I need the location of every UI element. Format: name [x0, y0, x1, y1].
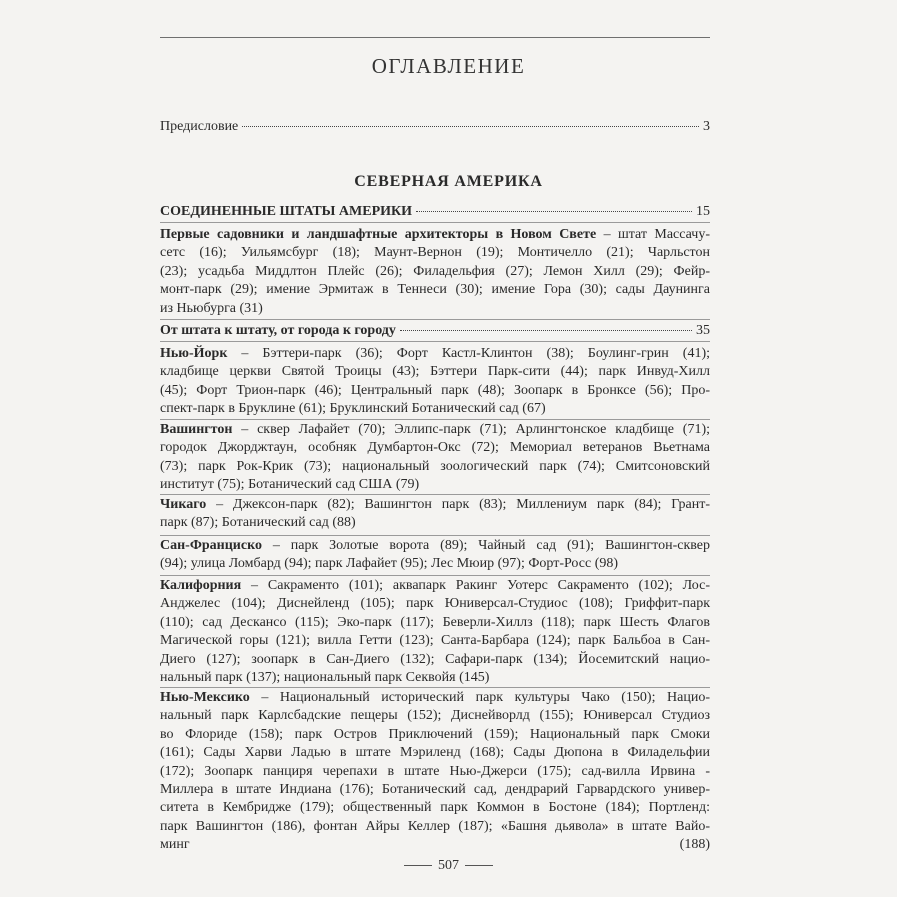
entry-text: – штат Массачу-	[596, 227, 710, 242]
toc-entry-state-to-state[interactable]	[160, 322, 710, 340]
entry-text: парк Вашингтон (186), фонтан Айры Келлер (187); «Башня дьявола» в штате Вайо-	[160, 818, 710, 834]
entry-text: (94); улица Ломбард (94); парк Лафайет (95); Лес Мюир (97); Форт-Росс (98)	[160, 556, 619, 572]
leader-dots	[416, 211, 692, 212]
page-number: 507	[438, 858, 459, 873]
separator	[160, 575, 710, 576]
footer-dash	[465, 865, 493, 866]
toc-page: 35	[696, 323, 710, 338]
leader-dots	[400, 330, 692, 331]
entry-text: во Флориде (158); парк Остров Приключений (159); Национальный парк Смоки	[160, 726, 710, 742]
entry-new-york	[160, 345, 710, 419]
toc-label: СОЕДИНЕННЫЕ ШТАТЫ АМЕРИКИ	[160, 204, 413, 219]
continent-heading: СЕВЕРНАЯ АМЕРИКА	[354, 173, 543, 190]
entry-text: (161); Сады Харви Ладью в штате Мэриленд (168); Сады Дюпона в Филадельфии	[160, 745, 710, 761]
entry-text: Анджелес (104); Диснейленд (105); парк Юниверсал-Студиос (108); Гриффит-парк	[160, 596, 710, 612]
entry-california	[160, 577, 710, 687]
entry-text: институт (75); Ботанический сад США (79)	[160, 477, 420, 493]
city-name: Нью-Йорк	[160, 346, 228, 361]
entry-text: сетс (16); Уильямсбург (18); Маунт-Вернон (19); Монтичелло (21); Чарльстон	[160, 245, 710, 261]
entry-text: ситета в Кембридже (179); общественный парк Коммон в Бостоне (184); Портленд:	[160, 800, 710, 816]
entry-text: (23); усадьба Миддлтон Плейс (26); Филадельфия (27); Лемон Хилл (29); Фейр-	[160, 263, 710, 279]
entry-text: – Национальный исторический парк культуры Чако (150); Нацио-	[249, 690, 710, 705]
separator	[160, 222, 710, 223]
entry-san-francisco	[160, 537, 710, 574]
entry-text: – парк Золотые ворота (89); Чайный сад (91); Вашингтон-сквер	[261, 538, 710, 553]
entry-text: – Бэттери-парк (36); Форт Кастл-Клинтон (38); Боулинг-грин (41);	[227, 346, 710, 361]
toc-label: Предисловие	[160, 119, 239, 134]
entry-text: монт-парк (29); имение Эрмитаж в Теннеси (30); имение Гора (30); сады Даунинга	[160, 282, 710, 298]
separator	[160, 494, 710, 495]
leader-dots	[242, 126, 699, 127]
separator	[160, 319, 710, 320]
entry-text: Миллера в штате Индиана (176); Ботанический сад, дендрарий Гарвардского универ-	[160, 782, 710, 798]
entry-text: кладбище церкви Святой Троицы (43); Бэттери Парк-сити (44); парк Инвуд-Хилл	[160, 364, 710, 380]
entry-text: (110); сад Дескансо (115); Эко-парк (117); Беверли-Хиллз (118); парк Шесть Флагов	[160, 614, 710, 630]
entry-washington	[160, 421, 710, 495]
entry-text: (73); парк Рок-Крик (73); национальный зоологический парк (74); Смитсоновский	[160, 458, 710, 474]
page-footer	[0, 858, 897, 874]
entry-text: – Сакраменто (101); аквапарк Ракинг Уотерс Сакраменто (102); Лос-	[241, 578, 710, 593]
entry-text: Магической горы (121); вилла Гетти (123); Санта-Барбара (124); парк Бальбоа в Сан-	[160, 633, 710, 649]
city-name: Нью-Мексико	[160, 690, 250, 705]
separator	[160, 341, 710, 342]
city-name: Сан-Франциско	[160, 538, 262, 553]
toc-entry-preface[interactable]	[160, 118, 710, 136]
section-first-gardeners	[160, 226, 710, 318]
top-rule	[160, 37, 710, 38]
entry-text: Диего (127); зоопарк в Сан-Диего (132); Сафари-парк (134); Йосемитский нацио-	[160, 651, 710, 667]
section-heading: Первые садовники и ландшафтные архитекторы в Новом Свете	[160, 227, 597, 242]
separator	[160, 535, 710, 536]
page-title: ОГЛАВЛЕНИЕ	[371, 54, 526, 78]
separator	[160, 687, 710, 688]
toc-label: От штата к штату, от города к городу	[160, 323, 396, 338]
footer-dash	[404, 865, 432, 866]
entry-text: парк (87); Ботанический сад (88)	[160, 515, 356, 531]
entry-text: спект-парк в Бруклине (61); Бруклинский Ботанический сад (67)	[160, 401, 546, 417]
entry-text: (172); Зоопарк панциря черепахи в штате Нью-Джерси (175); сад-вилла Ирвина -	[160, 763, 710, 779]
entry-chicago	[160, 496, 710, 533]
city-name: Калифорния	[160, 578, 242, 593]
entry-text: городок Джорджтаун, особняк Думбартон-Окс (72); Мемориал ветеранов Вьетнама	[160, 440, 710, 456]
toc-page: 15	[696, 204, 710, 219]
entry-new-mexico	[160, 689, 710, 855]
entry-text: нальный парк (137); национальный парк Секвойя (145)	[160, 670, 490, 686]
toc-page: 3	[703, 119, 710, 134]
entry-text: – Джексон-парк (82); Вашингтон парк (83); Миллениум парк (84); Грант-	[206, 497, 710, 512]
entry-text: – сквер Лафайет (70); Эллипс-парк (71); Арлингтонское кладбище (71);	[232, 422, 710, 437]
city-name: Вашингтон	[160, 422, 233, 437]
entry-text: нальный парк Карлсбадские пещеры (152); Диснейворлд (155); Юниверсал Студиоз	[160, 708, 710, 724]
entry-text: (45); Форт Трион-парк (46); Центральный парк (48); Зоопарк в Бронксе (56); Про-	[160, 382, 710, 398]
entry-text: из Ньюбурга (31)	[160, 300, 263, 316]
toc-entry-country[interactable]	[160, 203, 710, 221]
city-name: Чикаго	[160, 497, 207, 512]
entry-text: минг (188)	[160, 837, 710, 853]
separator	[160, 419, 710, 420]
